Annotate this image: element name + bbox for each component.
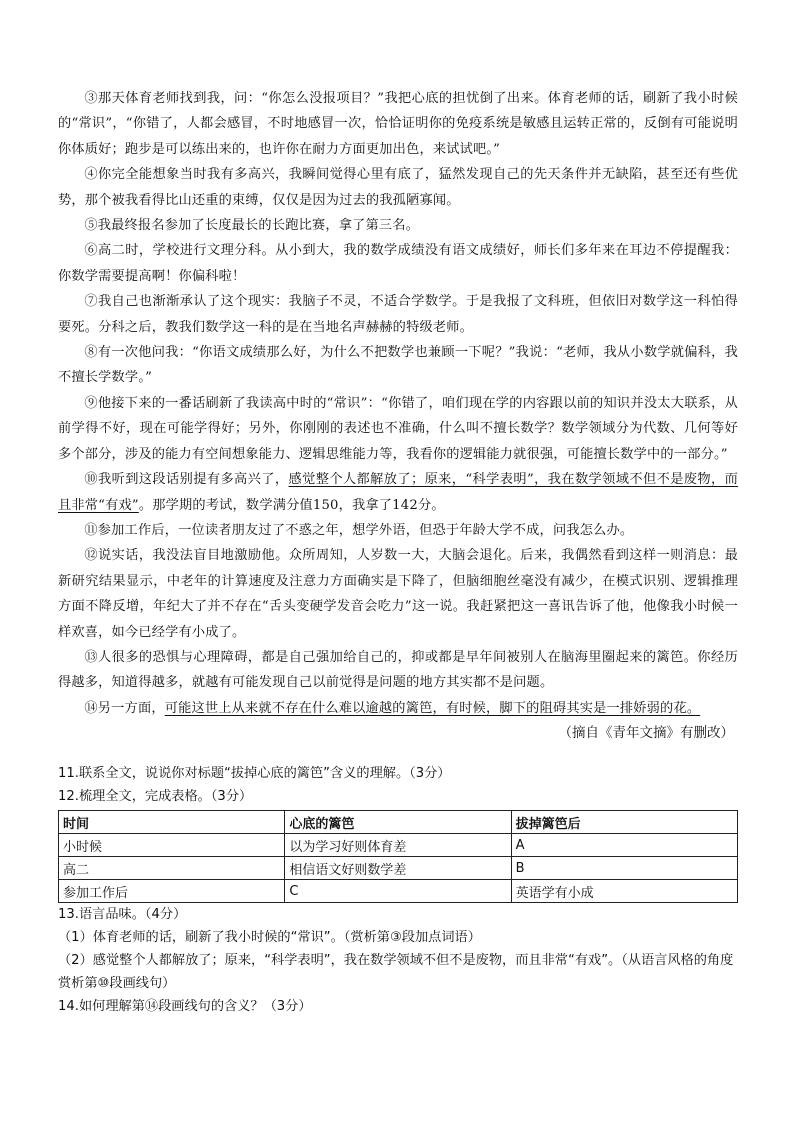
question-12: 12.梳理全文，完成表格。（3分） [58,789,253,804]
question-13-part-1: （1）体育老师的话，刷新了我小时候的“常识”。（赏析第③段加点词语） [58,930,481,945]
table-header-cell: 时间 [59,811,285,834]
table-row [59,880,738,903]
paragraph-10 [58,467,738,518]
table-header-cell: 拔掉篱笆后 [511,811,737,834]
question-11: 11.联系全文，说说你对标题“拔掉心底的篱笆”含义的理解。（3分） [58,766,451,781]
paragraph-9: ⑨他接下来的一番话刷新了我读高中时的“常识”：“你错了，咱们现在学的内容跟以前的知识并没太大联系，从前学得不好，现在可能学得好；另外，你刚刚的表述也不准确，什么叫不擅长数学？数学领域分为代数、几何等好多个部分，涉及的能力有空间想象能力、逻辑思维能力等，我看你的逻辑能力就很强，可能擅长数学中的一部分。” [58,395,738,462]
question-14: 14.如何理解第⑭段画线句的含义？（3分） [58,999,312,1014]
table-cell: 英语学有小成 [511,880,737,903]
paragraph-12: ⑫说实话，我没法盲目地激励他。众所周知，人岁数一大，大脑会退化。后来，我偶然看到这样一则消息：最新研究结果显示，中老年的计算速度及注意力方面确实是下降了，但脑细胞丝毫没有减少，在模式识别、逻辑推理方面不降反增，年纪大了并不存在“舌头变硬学发音会吃力”这一说。我赶紧把这一喜讯告诉了他，他像我小时候一样欢喜，如今已经学有小成了。 [58,548,738,640]
table-row [59,857,738,880]
table-header-row [59,811,738,834]
table-cell: 相信语文好则数学差 [285,857,511,880]
table-cell: 参加工作后 [59,880,285,903]
table-cell: 高二 [59,857,285,880]
summary-table [58,810,738,903]
paragraph-10-underlined-sentence: 感觉整个人都解放了；原来，“科学表明”，我在数学领域不但不是废物，而且非常“有戏” [58,472,739,513]
paragraph-11: ⑪参加工作后，一位读者朋友过了不惑之年，想学外语，但恐于年龄大学不成，问我怎么办。 [84,522,634,538]
table-row [59,834,738,857]
paragraph-14 [58,696,738,721]
table-cell: 小时候 [59,834,285,857]
paragraph-14-lead: ⑭另一方面， [84,700,165,716]
reading-passage [58,86,738,745]
question-13: 13.语言品味。（4分） [58,907,187,922]
paragraph-8: ⑧有一次他问我：“你语文成绩那么好，为什么不把数学也兼顾一下呢？”我说：“老师，我从小数学就偏科，我不擅长学数学。” [58,345,738,386]
paragraph-3: ③那天体育老师找到我，问：“你怎么没报项目？”我把心底的担忧倒了出来。体育老师的话，刷新了我小时候的“常识”，“你错了，人都会感冒，不时地感冒一次，恰恰证明你的免疫系统是敏感且运转正常的，反倒有可能说明你体质好；跑步是可以练出来的，也许你在耐力方面更加出色，来试试吧。” [58,91,738,157]
paragraph-13: ⑬人很多的恐惧与心理障碍，都是自己强加给自己的，抑或都是早年间被别人在脑海里圈起来的篱笆。你经历得越多，知道得越多，就越有可能发现自己以前觉得是问题的地方其实都不是问题。 [58,649,738,691]
paragraph-4: ④你完全能想象当时我有多高兴，我瞬间觉得心里有底了，猛然发现自己的先天条件并无缺陷，甚至还有些优势，那个被我看得比山还重的束缚，仅仅是因为过去的我孤陋寡闻。 [58,167,738,208]
paragraph-10-lead: ⑩我听到这段话别提有多高兴了， [84,472,289,488]
table-cell: A [511,834,737,857]
paragraph-10-tail: 。那学期的考试，数学满分值150，我拿了142分。 [138,497,445,513]
paragraph-6: ⑥高二时，学校进行文理分科。从小到大，我的数学成绩没有语文成绩好，师长们多年来在耳边不停提醒我：你数学需要提高啊！你偏科啦！ [58,243,738,284]
paragraph-14-underlined-sentence: 可能这世上从来就不存在什么难以逾越的篱笆，有时候，脚下的阻碍其实是一排娇弱的花。 [164,700,701,716]
paragraph-7: ⑦我自己也渐渐承认了这个现实：我脑子不灵，不适合学数学。于是我报了文科班，但依旧对数学这一科怕得要死。分科之后，教我们数学这一科的是在当地名声赫赫的特级老师。 [58,294,738,335]
question-section [58,762,738,1018]
source-citation: （摘自《青年文摘》有删改） [558,725,734,742]
table-cell: C [285,880,511,903]
question-13-part-2: （2）感觉整个人都解放了；原来，“科学表明”，我在数学领域不但不是废物，而且非常“有戏”。（从语言风格的角度赏析第⑩段画线句） [58,953,734,991]
table-cell: 以为学习好则体育差 [285,834,511,857]
table-cell: B [511,857,737,880]
table-header-cell: 心底的篱笆 [285,811,511,834]
paragraph-5: ⑤我最终报名参加了长度最长的长跑比赛，拿了第三名。 [84,218,420,234]
